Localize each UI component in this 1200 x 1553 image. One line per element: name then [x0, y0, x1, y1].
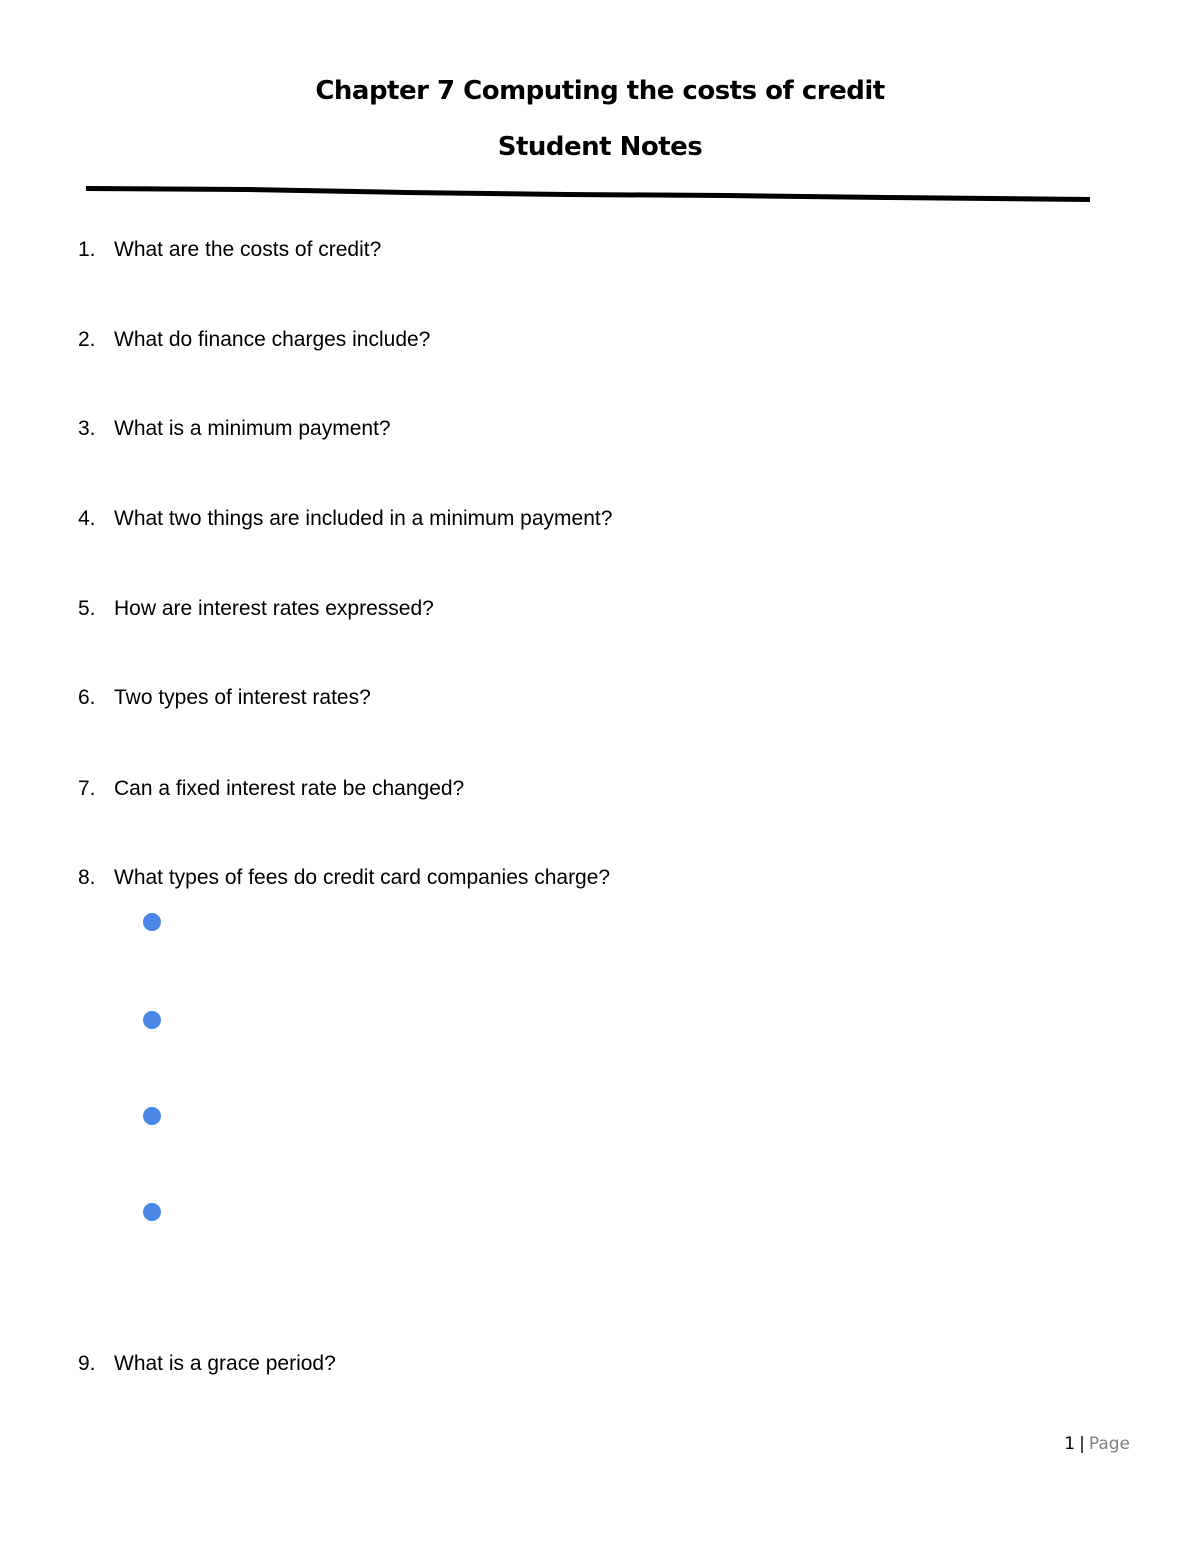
question-6 — [78, 685, 371, 711]
question-8 — [78, 865, 610, 891]
question-number: 7. — [78, 777, 96, 800]
question-text: What is a minimum payment? — [114, 417, 391, 440]
question-number: 2. — [78, 328, 96, 351]
question-4 — [78, 506, 612, 532]
question-number: 3. — [78, 417, 96, 440]
page-footer — [1064, 1432, 1130, 1456]
bullet-point-icon — [143, 1203, 161, 1221]
question-text: What are the costs of credit? — [114, 238, 382, 261]
page-label: Page — [1088, 1434, 1130, 1454]
title-divider — [86, 184, 1090, 204]
document-subtitle: Student Notes — [497, 132, 703, 162]
question-text: What is a grace period? — [114, 1352, 336, 1375]
question-number: 4. — [78, 507, 96, 530]
question-1 — [78, 237, 381, 263]
question-number: 1. — [78, 238, 96, 261]
question-9 — [78, 1351, 336, 1377]
question-text: Two types of interest rates? — [114, 686, 371, 709]
question-2 — [78, 327, 430, 353]
question-number: 5. — [78, 597, 96, 620]
footer-separator: | — [1079, 1434, 1085, 1454]
question-text: What do finance charges include? — [114, 328, 431, 351]
question-text: What types of fees do credit card companies charge? — [114, 866, 611, 889]
question-text: What two things are included in a minimum payment? — [114, 507, 613, 530]
question-number: 6. — [78, 686, 96, 709]
question-5 — [78, 596, 434, 622]
question-number: 9. — [78, 1352, 96, 1375]
bullet-point-icon — [143, 1011, 161, 1029]
question-text: How are interest rates expressed? — [114, 597, 434, 620]
page-number: 1 — [1064, 1434, 1076, 1454]
question-7 — [78, 776, 464, 802]
question-text: Can a fixed interest rate be changed? — [114, 777, 465, 800]
question-number: 8. — [78, 866, 96, 889]
question-3 — [78, 416, 391, 442]
bullet-point-icon — [143, 913, 161, 931]
document-title: Chapter 7 Computing the costs of credit — [315, 76, 885, 106]
bullet-point-icon — [143, 1107, 161, 1125]
